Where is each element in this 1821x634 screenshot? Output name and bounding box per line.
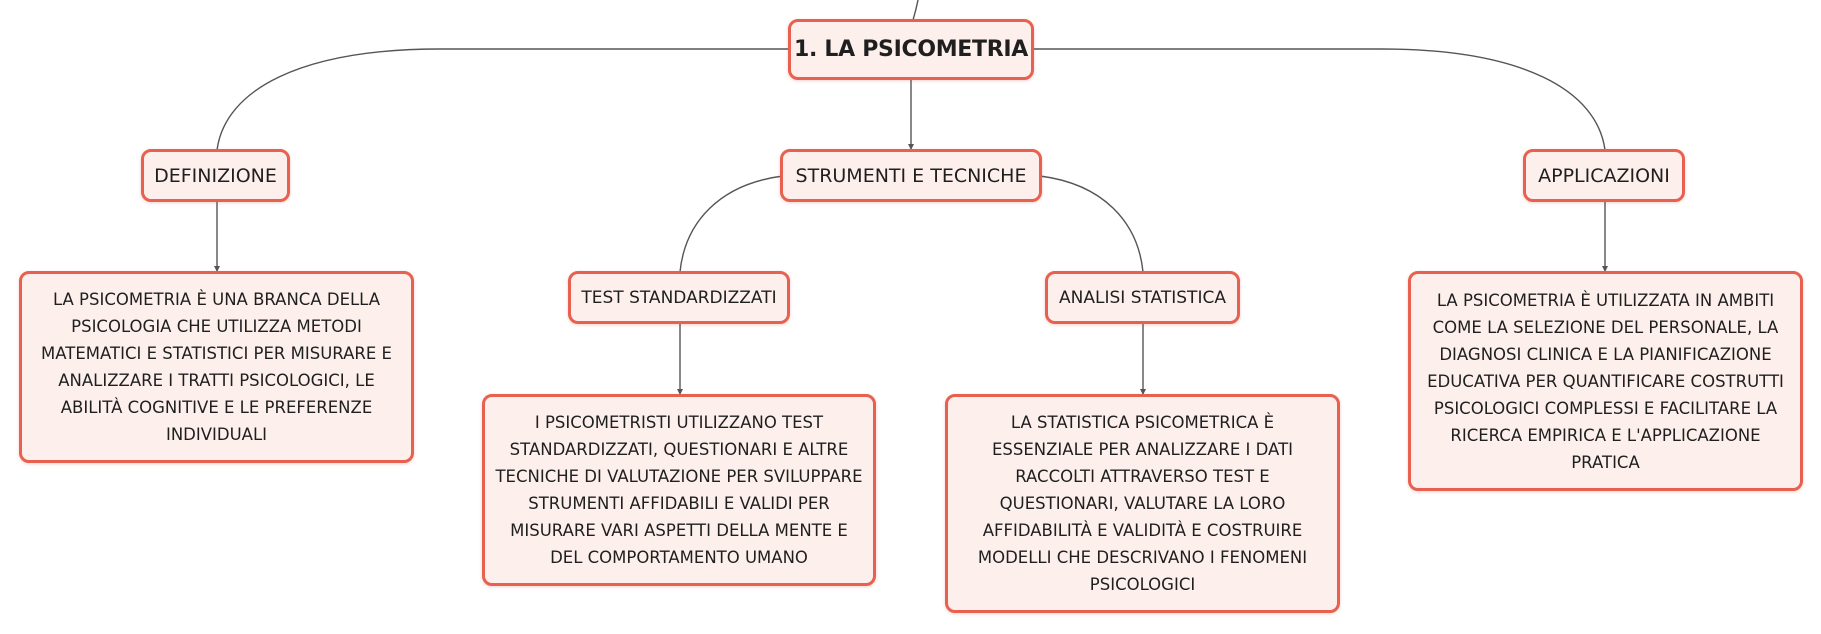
connector-root-definizione — [217, 49, 788, 150]
sub-node-label: TEST STANDARDIZZATI — [581, 287, 777, 308]
description-text: LA STATISTICA PSICOMETRICA È ESSENZIALE PER ANALIZZARE I DATI RACCOLTI ATTRAVERSO TEST E QUESTIONARI, VALUTARE LA LORO AFFIDABILITÀ E VALIDITÀ E COSTRUIRE MODELLI CHE DESCRIVANO I FENOMENI PSICOLOGICI — [977, 413, 1308, 594]
root-node[interactable] — [788, 19, 1034, 80]
description-text: LA PSICOMETRIA È UNA BRANCA DELLA PSICOLOGIA CHE UTILIZZA METODI MATEMATICI E STATISTICI PER MISURARE E ANALIZZARE I TRATTI PSICOLOGICI, LE ABILITÀ COGNITIVE E LE PREFERENZE INDIVIDUALI — [41, 290, 392, 444]
branch-node-label: DEFINIZIONE — [154, 164, 277, 187]
sub-node-analisi-statistica[interactable] — [1045, 271, 1240, 324]
root-node-label: 1. LA PSICOMETRIA — [793, 37, 1028, 62]
description-text: I PSICOMETRISTI UTILIZZANO TEST STANDARDIZZATI, QUESTIONARI E ALTRE TECNICHE DI VALUTAZIONE PER SVILUPPARE STRUMENTI AFFIDABILI E VALIDI PER MISURARE VARI ASPETTI DELLA MENTE E DEL COMPORTAMENTO UMANO — [495, 413, 863, 567]
branch-node-definizione[interactable] — [141, 149, 290, 202]
description-text: LA PSICOMETRIA È UTILIZZATA IN AMBITI COME LA SELEZIONE DEL PERSONALE, LA DIAGNOSI CLINICA E LA PIANIFICAZIONE EDUCATIVA PER QUANTIFICARE COSTRUTTI PSICOLOGICI COMPLESSI E FACILITARE LA RICERCA EMPIRICA E L'APPLICAZIONE PRATICA — [1427, 290, 1784, 472]
description-node-analisi-statistica[interactable] — [945, 394, 1340, 613]
connector-strumenti-analisi — [1040, 176, 1143, 272]
branch-node-label: APPLICAZIONI — [1538, 164, 1670, 187]
sub-node-label: ANALISI STATISTICA — [1059, 287, 1226, 308]
description-node-applicazioni[interactable] — [1408, 271, 1803, 491]
connector-strumenti-test — [680, 176, 783, 272]
connector-root-applicazioni — [1034, 49, 1605, 150]
sub-node-test-standardizzati[interactable] — [568, 271, 790, 324]
description-node-test-standardizzati[interactable] — [482, 394, 876, 586]
branch-node-applicazioni[interactable] — [1523, 149, 1685, 202]
connector-incoming — [913, 0, 918, 20]
branch-node-label: STRUMENTI E TECNICHE — [795, 164, 1027, 187]
branch-node-strumenti-e-tecniche[interactable] — [780, 149, 1042, 202]
description-node-definizione[interactable] — [19, 271, 414, 463]
